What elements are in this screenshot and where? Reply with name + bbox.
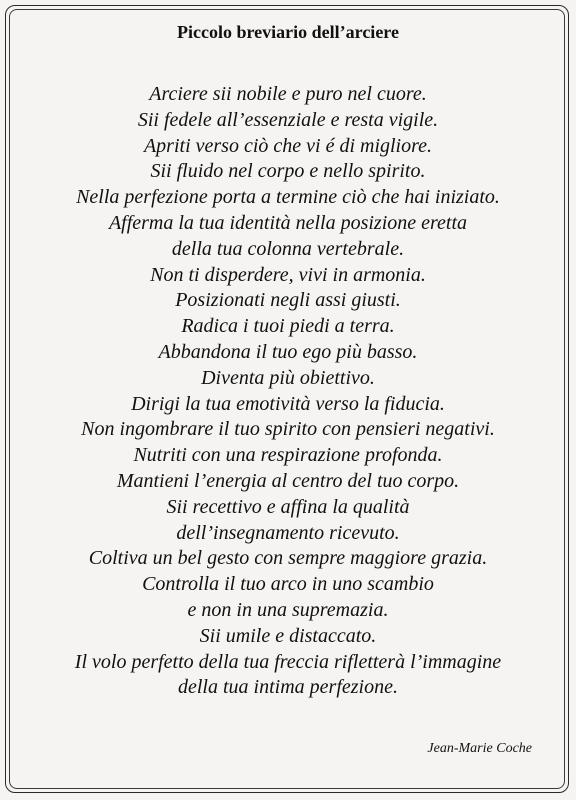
poem-line: Il volo perfetto della tua freccia rifletterà l’immagine [74, 650, 502, 673]
poem-title: Piccolo breviario dell’arciere [177, 22, 399, 42]
poem-line: Controlla il tuo arco in uno scambio [142, 573, 434, 596]
poem-body [0, 82, 576, 701]
poem-line: Dirigi la tua emotività verso la fiducia. [131, 392, 445, 415]
poem-line: Arciere sii nobile e puro nel cuore. [149, 83, 427, 105]
poem-line: Coltiva un bel gesto con sempre maggiore grazia. [88, 547, 488, 570]
poem-line: e non in una supremazia. [187, 598, 389, 621]
poem-line: Apriti verso ciò che vi é di migliore. [143, 134, 433, 157]
poem-line: Sii recettivo e affina la qualità [166, 495, 410, 518]
poem-line: Non ingombrare il tuo spirito con pensieri negativi. [81, 418, 495, 441]
poem-line: Radica i tuoi piedi a terra. [181, 315, 395, 338]
poem-line: Abbandona il tuo ego più basso. [158, 340, 418, 363]
poem-line: Nutriti con una respirazione profonda. [133, 444, 443, 467]
poem-line: Sii umile e distaccato. [199, 624, 377, 647]
author-signature: Jean-Marie Coche [427, 741, 532, 756]
poem-line: Mantieni l’energia al centro del tuo corpo. [116, 469, 460, 492]
poem-line: Sii fedele all’essenziale e resta vigile. [137, 108, 439, 131]
poem-line: dell’insegnamento ricevuto. [176, 521, 400, 544]
poem-line: Nella perfezione porta a termine ciò che hai iniziato. [76, 186, 500, 209]
poem-line: Sii fluido nel corpo e nello spirito. [150, 160, 426, 183]
poem-line: della tua colonna vertebrale. [171, 237, 405, 260]
poem-line: Afferma la tua identità nella posizione eretta [108, 211, 468, 234]
poem-line: della tua intima perfezione. [178, 676, 398, 699]
poem-line: Non ti disperdere, vivi in armonia. [150, 263, 426, 286]
poem-line: Diventa più obiettivo. [201, 366, 375, 389]
poem-line: Posizionati negli assi giusti. [175, 289, 401, 312]
